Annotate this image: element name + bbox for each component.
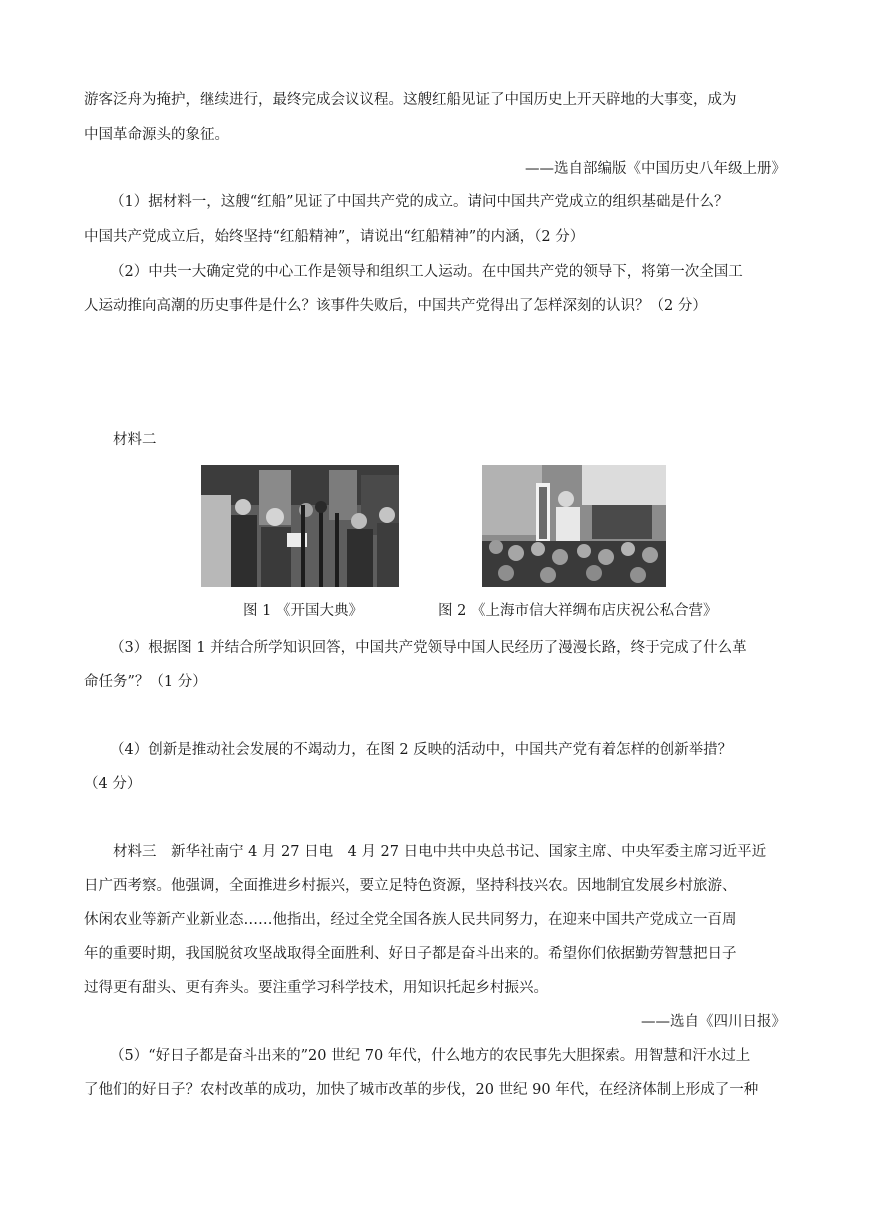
figure-1-photo	[201, 465, 399, 587]
material3-line-5: 过得更有甜头、更有奔头。要注重学习科学技术，用知识托起乡村振兴。	[84, 980, 548, 996]
figure-2-photo	[482, 465, 666, 587]
material3-line-2: 日广西考察。他强调，全面推进乡村振兴，要立足特色资源，坚持科技兴农。因地制宜发展乡村旅游、	[84, 878, 737, 894]
material3-line-4: 年的重要时期，我国脱贫攻坚战取得全面胜利、好日子都是奋斗出来的。希望你们依据勤劳智慧把日子	[84, 946, 737, 962]
question-4-line-2: （4 分）	[84, 776, 142, 792]
question-1-line-2: 中国共产党成立后，始终坚持“红船精神”，请说出“红船精神”的内涵，（2 分）	[84, 229, 585, 245]
figure-2-caption: 图 2 《上海市信大祥绸布店庆祝公私合营》	[438, 603, 718, 619]
material1-text-line-2: 中国革命源头的象征。	[84, 127, 229, 143]
question-5-line-2: 了他们的好日子？农村改革的成功，加快了城市改革的步伐，20 世纪 90 年代，在经济体制上形成了一种	[84, 1082, 759, 1098]
material1-text-line-1: 游客泛舟为掩护，继续进行，最终完成会议议程。这艘红船见证了中国历史上开天辟地的大事变，成为	[84, 92, 737, 108]
question-3-line-2: 命任务”？（1 分）	[84, 674, 207, 690]
question-5-line-1: （5）“好日子都是奋斗出来的”20 世纪 70 年代，什么地方的农民事先大胆探索。用智慧和汗水过上	[110, 1048, 751, 1064]
material3-line-3: 休闲农业等新产业新业态……他指出，经过全党全国各族人民共同努力，在迎来中国共产党成立一百周	[84, 912, 737, 928]
question-1-line-1: （1）据材料一，这艘“红船”见证了中国共产党的成立。请问中国共产党成立的组织基础是什么？	[110, 194, 729, 210]
question-3-line-1: （3）根据图 1 并结合所学知识回答，中国共产党领导中国人民经历了漫漫长路，终于完成了什么革	[110, 640, 747, 656]
material2-heading: 材料二	[113, 432, 157, 448]
material3-line-1: 材料三 新华社南宁 4 月 27 日电 4 月 27 日电中共中央总书记、国家主席、中央军委主席习近平近	[113, 844, 767, 860]
figure-1-caption: 图 1 《开国大典》	[243, 603, 363, 619]
material1-source: ——选自部编版《中国历史八年级上册》	[525, 161, 786, 177]
question-4-line-1: （4）创新是推动社会发展的不竭动力，在图 2 反映的活动中，中国共产党有着怎样的创新举措？	[110, 742, 733, 758]
material3-source: ——选自《四川日报》	[641, 1014, 786, 1030]
question-2-line-2: 人运动推向高潮的历史事件是什么？该事件失败后，中国共产党得出了怎样深刻的认识？（2 分）	[84, 298, 707, 314]
question-2-line-1: （2）中共一大确定党的中心工作是领导和组织工人运动。在中国共产党的领导下，将第一次全国工	[110, 264, 743, 280]
